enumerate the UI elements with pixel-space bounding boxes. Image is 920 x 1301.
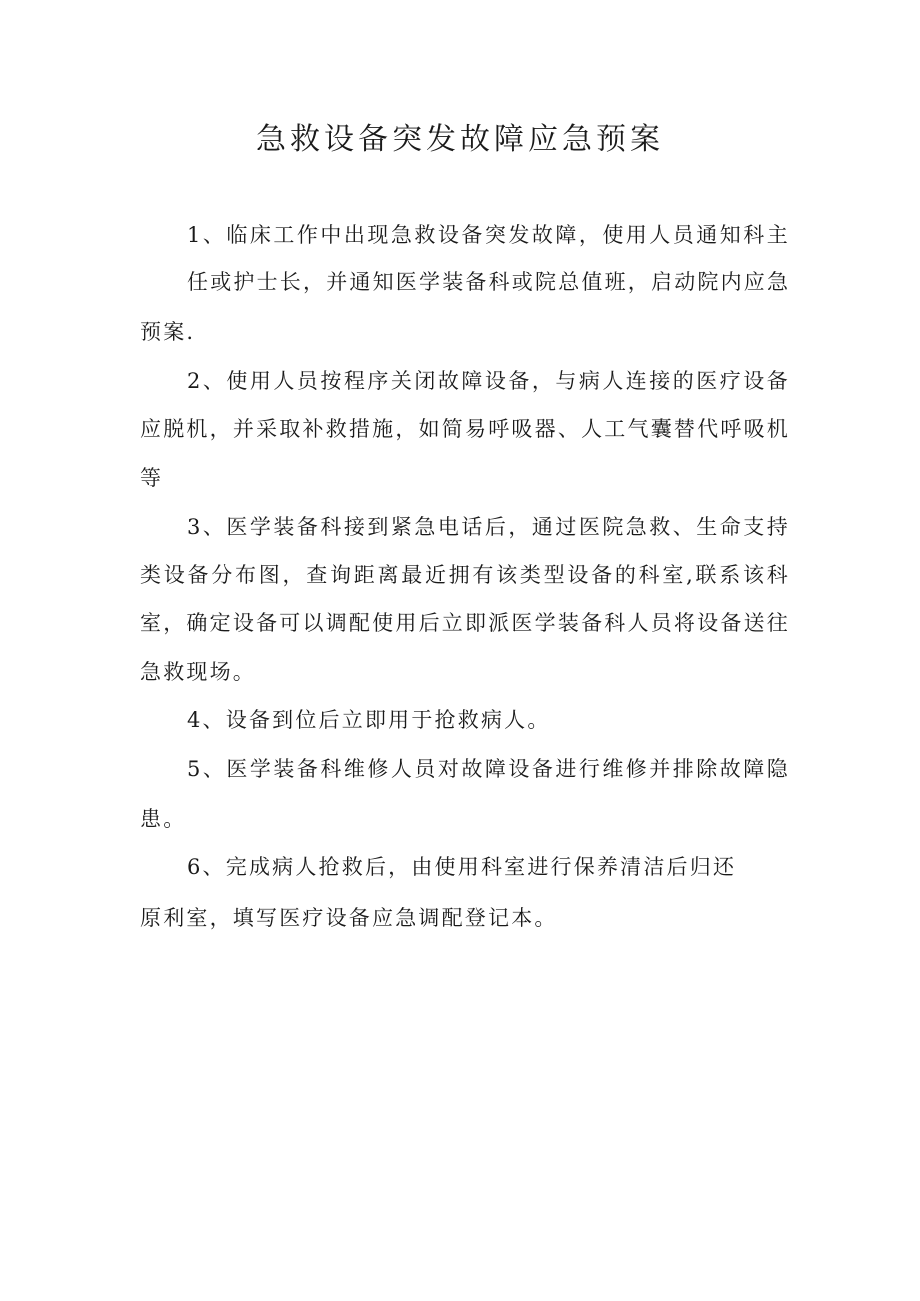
item-4-line-1: 4、设备到位后立即用于抢救病人。 (187, 708, 551, 732)
item-3-line-1: 3、医学装备科接到紧急电话后，通过医院急救、生命支持 (187, 515, 790, 539)
item-1-line-1: 1、临床工作中出现急救设备突发故障，使用人员通知科主 (187, 223, 790, 247)
item-6-line-2: 原利室，填写医疗设备应急调配登记本。 (140, 906, 558, 930)
item-2-line-2: 应脱机，并采取补救措施，如简易呼吸器、人工气囊替代呼吸机 (140, 417, 790, 441)
item-3-line-3: 室，确定设备可以调配使用后立即派医学装备科人员将设备送往 (140, 611, 790, 635)
item-3-line-2: 类设备分布图，查询距离最近拥有该类型设备的科室,联系该科 (140, 563, 790, 587)
item-3-line-4: 急救现场。 (140, 660, 256, 684)
item-1-line-3: 预案. (140, 320, 196, 344)
item-5-line-1: 5、医学装备科维修人员对故障设备进行维修并排除故障隐 (187, 757, 790, 781)
item-1-line-2: 任或护士长，并通知医学装备科或院总值班，启动院内应急 (187, 270, 791, 294)
item-5-line-2: 患。 (140, 807, 187, 831)
item-6-line-1: 6、完成病人抢救后，由使用科室进行保养清洁后归还 (187, 855, 737, 879)
item-2-line-1: 2、使用人员按程序关闭故障设备，与病人连接的医疗设备 (187, 369, 790, 393)
document-title: 急救设备突发故障应急预案 (256, 122, 664, 157)
item-2-line-3: 等 (140, 466, 164, 490)
